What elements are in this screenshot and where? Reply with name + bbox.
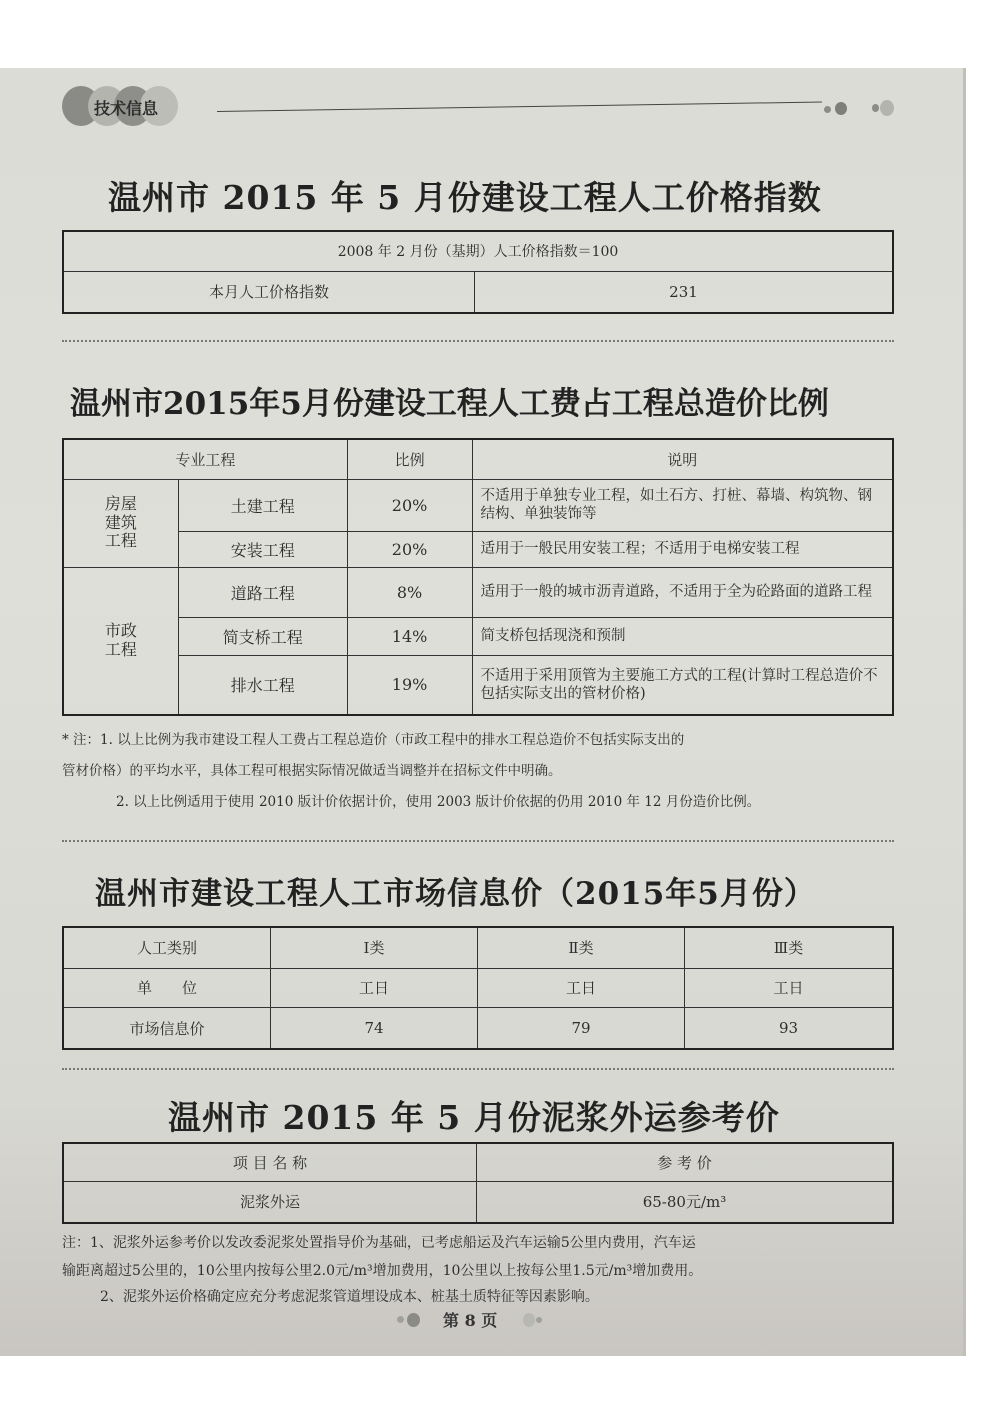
footer-dot-icon [536, 1317, 542, 1323]
ratio-cell: 19% [347, 655, 472, 715]
section-divider [62, 840, 894, 842]
value-cell: 工日 [478, 968, 685, 1007]
category-building: 房屋 建筑 工程 [63, 479, 178, 567]
value-cell: 工日 [271, 968, 478, 1007]
row-label: 单 位 [63, 968, 271, 1007]
section-tag: 技术信息 [94, 99, 159, 118]
desc-cell: 简支桥包括现浇和预制 [472, 617, 893, 655]
ratio-note-1: * 注：1. 以上比例为我市建设工程人工费占工程总造价（市政工程中的排水工程总造价不包括实际支出的 [62, 732, 685, 748]
header-dot-icon [872, 104, 879, 112]
header-rule [217, 101, 822, 112]
header-dot-icon [880, 100, 894, 116]
footer-dot-icon [407, 1313, 420, 1327]
mud-note-1: 注：1、泥浆外运参考价以发改委泥浆处置指导价为基础，已考虑船运及汽车运输5公里内费用，汽车运 [62, 1235, 696, 1251]
desc-cell: 不适用于采用顶管为主要施工方式的工程(计算时工程总造价不包括实际支出的管材价格) [472, 655, 893, 715]
value-cell: 93 [685, 1008, 894, 1049]
mud-note-2: 2、泥浆外运价格确定应充分考虑泥浆管道埋设成本、桩基土质特征等因素影响。 [100, 1289, 599, 1305]
header-dot-icon [835, 102, 847, 115]
current-index-label: 本月人工价格指数 [63, 271, 475, 313]
index-table [62, 230, 894, 314]
row-label: 人工类别 [63, 927, 271, 968]
price-cell: 65-80元/m³ [477, 1181, 894, 1223]
market-section-title: 温州市建设工程人工市场信息价（2015年5月份） [95, 876, 816, 912]
page-header [62, 86, 902, 126]
desc-cell: 适用于一般的城市沥青道路，不适用于全为砼路面的道路工程 [472, 567, 893, 617]
category-municipal: 市政 工程 [63, 567, 178, 715]
index-section-title: 温州市 2015 年 5 月份建设工程人工价格指数 [108, 178, 822, 217]
project-cell: 简支桥工程 [178, 617, 347, 655]
value-cell: Ⅰ类 [271, 927, 478, 968]
ratio-note-1-cont: 管材价格）的平均水平，具体工程可根据实际情况做适当调整并在招标文件中明确。 [62, 763, 562, 779]
footer-dot-icon [523, 1313, 535, 1327]
value-cell: 79 [478, 1008, 685, 1049]
row-label: 市场信息价 [63, 1008, 271, 1049]
mud-section-title: 温州市 2015 年 5 月份泥浆外运参考价 [168, 1098, 780, 1137]
desc-cell: 不适用于单独专业工程，如土石方、打桩、幕墙、构筑物、钢结构、单独装饰等 [472, 479, 893, 531]
page-footer [395, 1308, 555, 1332]
project-cell: 排水工程 [178, 655, 347, 715]
market-table [62, 926, 894, 1050]
header-project: 专业工程 [63, 439, 347, 479]
scanned-page [0, 68, 966, 1356]
page-number: 第 8 页 [443, 1311, 498, 1330]
item-cell: 泥浆外运 [63, 1181, 477, 1223]
current-index-value: 231 [475, 271, 894, 313]
header-dot-icon [824, 106, 831, 113]
ratio-table [62, 438, 894, 716]
footer-dot-icon [397, 1316, 404, 1323]
project-cell: 道路工程 [178, 567, 347, 617]
section-divider [62, 1068, 894, 1070]
mud-note-1-cont: 输距离超过5公里的，10公里内按每公里2.0元/m³增加费用，10公里以上按每公里1.5元/m³增加费用。 [62, 1263, 703, 1279]
value-cell: 74 [271, 1008, 478, 1049]
section-divider [62, 340, 894, 342]
ratio-section-title: 温州市2015年5月份建设工程人工费占工程总造价比例 [70, 386, 829, 422]
header-ratio: 比例 [347, 439, 472, 479]
header-desc: 说明 [472, 439, 893, 479]
project-cell: 土建工程 [178, 479, 347, 531]
ratio-cell: 14% [347, 617, 472, 655]
ratio-note-2: 2. 以上比例适用于使用 2010 版计价依据计价，使用 2003 版计价依据的仍用 2010 年 12 月份造价比例。 [116, 794, 761, 810]
mud-table [62, 1142, 894, 1224]
header-price: 参 考 价 [477, 1143, 894, 1181]
ratio-cell: 20% [347, 479, 472, 531]
value-cell: Ⅱ类 [478, 927, 685, 968]
value-cell: 工日 [685, 968, 894, 1007]
desc-cell: 适用于一般民用安装工程；不适用于电梯安装工程 [472, 531, 893, 567]
value-cell: Ⅲ类 [685, 927, 894, 968]
base-period-cell: 2008 年 2 月份（基期）人工价格指数＝100 [63, 231, 893, 271]
header-item: 项 目 名 称 [63, 1143, 477, 1181]
ratio-cell: 8% [347, 567, 472, 617]
ratio-cell: 20% [347, 531, 472, 567]
project-cell: 安装工程 [178, 531, 347, 567]
header-circles-decoration [62, 86, 202, 126]
